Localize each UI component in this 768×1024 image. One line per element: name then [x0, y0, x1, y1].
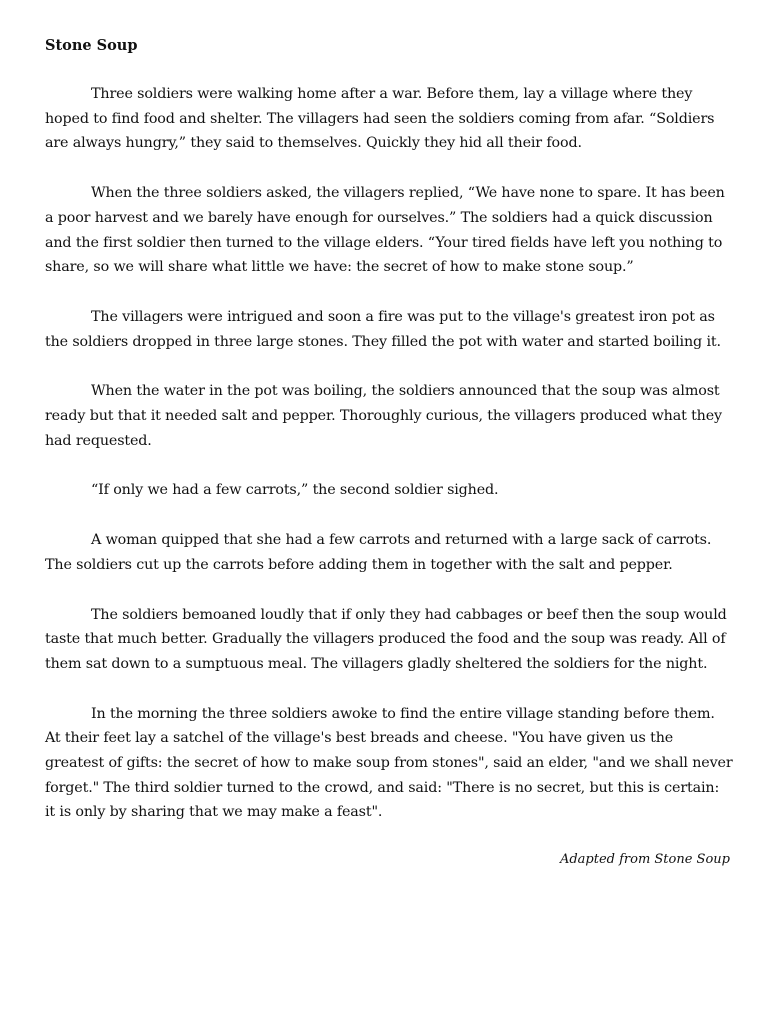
document-page [45, 33, 733, 870]
source-attribution: Adapted from Stone Soup [559, 852, 730, 868]
paragraph-1: Three soldiers were walking home after a war. Before them, lay a village where they hoped to find food and shelter. The villagers had seen the soldiers coming from afar. “Soldiers are always hungry,” they said to themselves. Quickly they hid all their food. [45, 86, 715, 152]
paragraph-4: When the water in the pot was boiling, the soldiers announced that the soup was almost ready but that it needed salt and pepper. Thoroughly curious, the villagers produced what they had requested. [45, 383, 722, 449]
document-title: Stone Soup [45, 37, 138, 54]
paragraph-7: The soldiers bemoaned loudly that if only they had cabbages or beef then the soup would taste that much better. Gradually the villagers produced the food and the soup was ready. All of them sat down to a sumptuous meal. The villagers gladly sheltered the soldiers for the night. [45, 606, 727, 672]
paragraph-3: The villagers were intrigued and soon a fire was put to the village's greatest iron pot as the soldiers dropped in three large stones. They filled the pot with water and started boiling it. [45, 308, 721, 350]
paragraph-2: When the three soldiers asked, the villagers replied, “We have none to spare. It has been a poor harvest and we barely have enough for ourselves.” The soldiers had a quick discussion and the first soldier then turned to the village elders. “Your tired fields have left you nothing to share, so we will share what little we have: the secret of how to make stone soup.” [45, 185, 725, 276]
paragraph-8: In the morning the three soldiers awoke to find the entire village standing before them. At their feet lay a satchel of the village's best breads and cheese. "You have given us the greatest of gifts: the secret of how to make soup from stones", said an elder, "and we shall never forget." The third soldier turned to the crowd, and said: "There is no secret, but this is certain: it is only by sharing that we may make a feast". [45, 705, 733, 821]
paragraph-5: “If only we had a few carrots,” the second soldier sighed. [91, 482, 499, 499]
paragraph-6: A woman quipped that she had a few carrots and returned with a large sack of carrots. The soldiers cut up the carrots before adding them in together with the salt and pepper. [45, 532, 712, 573]
